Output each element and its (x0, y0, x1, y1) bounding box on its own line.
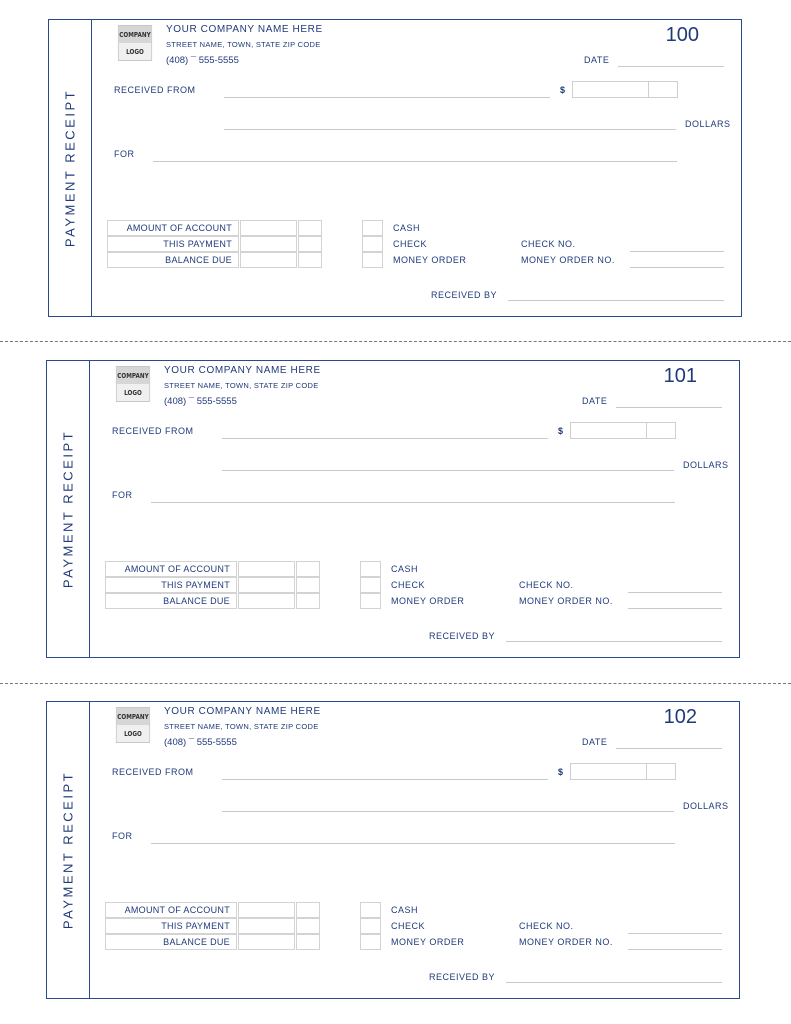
balance-due-cents[interactable] (296, 934, 320, 950)
received-from-field[interactable] (222, 438, 548, 439)
money-order-label: MONEY ORDER (391, 596, 465, 606)
dollar-sign: $ (558, 426, 564, 436)
for-field[interactable] (151, 502, 675, 503)
received-by-label: RECEIVED BY (431, 290, 498, 300)
for-field[interactable] (153, 161, 677, 162)
for-field[interactable] (151, 843, 675, 844)
this-payment-cents[interactable] (298, 236, 322, 252)
this-payment-label: THIS PAYMENT (105, 577, 237, 593)
amount-in-words-field[interactable] (222, 811, 674, 812)
receipt-side-panel (47, 702, 90, 998)
cash-checkbox[interactable] (360, 902, 381, 918)
check-checkbox[interactable] (362, 236, 383, 252)
cash-label: CASH (391, 905, 419, 915)
logo-line-2: LOGO (126, 47, 144, 56)
this-payment-dollars[interactable] (238, 577, 295, 593)
cash-label: CASH (393, 223, 421, 233)
amount-of-account-cents[interactable] (296, 902, 320, 918)
amount-dollars-box[interactable] (570, 422, 647, 439)
logo-line-2: LOGO (124, 388, 142, 397)
amount-dollars-box[interactable] (570, 763, 647, 780)
money-order-label: MONEY ORDER (391, 937, 465, 947)
amount-in-words-field[interactable] (224, 129, 676, 130)
money-order-no-field[interactable] (628, 608, 722, 609)
check-no-field[interactable] (628, 592, 722, 593)
for-label: FOR (114, 149, 135, 159)
this-payment-label: THIS PAYMENT (107, 236, 239, 252)
cash-checkbox[interactable] (360, 561, 381, 577)
check-checkbox[interactable] (360, 918, 381, 934)
date-label: DATE (582, 396, 608, 406)
payment-receipt-102 (46, 701, 740, 999)
dollar-sign: $ (560, 85, 566, 95)
balance-due-label: BALANCE DUE (105, 934, 237, 950)
receipt-title: PAYMENT RECEIPT (60, 770, 76, 930)
amount-dollars-box[interactable] (572, 81, 649, 98)
receipt-side-panel (47, 361, 90, 657)
receipt-title: PAYMENT RECEIPT (60, 429, 76, 589)
balance-due-cents[interactable] (296, 593, 320, 609)
money-order-no-label: MONEY ORDER NO. (521, 255, 615, 265)
company-phone: (408) ¯ 555-5555 (166, 55, 239, 66)
company-logo (116, 707, 150, 743)
this-payment-dollars[interactable] (240, 236, 297, 252)
received-by-field[interactable] (506, 982, 722, 983)
payment-receipt-100 (48, 19, 742, 317)
money-order-checkbox[interactable] (362, 252, 383, 268)
this-payment-dollars[interactable] (238, 918, 295, 934)
check-no-label: CHECK NO. (521, 239, 576, 249)
date-field[interactable] (616, 407, 722, 408)
company-logo (118, 25, 152, 61)
money-order-no-label: MONEY ORDER NO. (519, 937, 613, 947)
receipt-side-panel (49, 20, 92, 316)
check-label: CHECK (393, 239, 428, 249)
company-phone: (408) ¯ 555-5555 (164, 396, 237, 407)
company-street: STREET NAME, TOWN, STATE ZIP CODE (166, 40, 321, 49)
balance-due-label: BALANCE DUE (107, 252, 239, 268)
dollars-label: DOLLARS (685, 119, 731, 129)
for-label: FOR (112, 831, 133, 841)
receipt-number: 100 (665, 24, 699, 46)
check-checkbox[interactable] (360, 577, 381, 593)
balance-due-label: BALANCE DUE (105, 593, 237, 609)
date-field[interactable] (616, 748, 722, 749)
received-by-label: RECEIVED BY (429, 972, 496, 982)
money-order-no-field[interactable] (628, 949, 722, 950)
dollars-label: DOLLARS (683, 460, 729, 470)
balance-due-cents[interactable] (298, 252, 322, 268)
received-from-label: RECEIVED FROM (112, 426, 194, 436)
company-phone: (408) ¯ 555-5555 (164, 737, 237, 748)
amount-cents-box[interactable] (646, 422, 676, 439)
company-street: STREET NAME, TOWN, STATE ZIP CODE (164, 381, 319, 390)
balance-due-dollars[interactable] (238, 593, 295, 609)
date-field[interactable] (618, 66, 724, 67)
received-from-field[interactable] (224, 97, 550, 98)
receipt-title: PAYMENT RECEIPT (62, 88, 78, 248)
company-name: YOUR COMPANY NAME HERE (164, 365, 321, 376)
logo-line-1: COMPANY (119, 30, 151, 39)
cash-label: CASH (391, 564, 419, 574)
money-order-checkbox[interactable] (360, 934, 381, 950)
this-payment-cents[interactable] (296, 577, 320, 593)
cash-checkbox[interactable] (362, 220, 383, 236)
dollars-label: DOLLARS (683, 801, 729, 811)
date-label: DATE (582, 737, 608, 747)
company-name: YOUR COMPANY NAME HERE (166, 24, 323, 35)
amount-of-account-label: AMOUNT OF ACCOUNT (105, 561, 237, 577)
check-no-label: CHECK NO. (519, 921, 574, 931)
money-order-checkbox[interactable] (360, 593, 381, 609)
company-street: STREET NAME, TOWN, STATE ZIP CODE (164, 722, 319, 731)
check-no-field[interactable] (630, 251, 724, 252)
logo-line-1: COMPANY (117, 712, 149, 721)
check-label: CHECK (391, 921, 426, 931)
amount-in-words-field[interactable] (222, 470, 674, 471)
for-label: FOR (112, 490, 133, 500)
received-from-field[interactable] (222, 779, 548, 780)
amount-of-account-label: AMOUNT OF ACCOUNT (107, 220, 239, 236)
amount-of-account-label: AMOUNT OF ACCOUNT (105, 902, 237, 918)
amount-cents-box[interactable] (646, 763, 676, 780)
money-order-label: MONEY ORDER (393, 255, 467, 265)
amount-cents-box[interactable] (648, 81, 678, 98)
money-order-no-field[interactable] (630, 267, 724, 268)
received-from-label: RECEIVED FROM (114, 85, 196, 95)
payment-receipt-101 (46, 360, 740, 658)
amount-of-account-dollars[interactable] (238, 902, 295, 918)
amount-of-account-cents[interactable] (298, 220, 322, 236)
check-label: CHECK (391, 580, 426, 590)
logo-line-1: COMPANY (117, 371, 149, 380)
received-by-label: RECEIVED BY (429, 631, 496, 641)
balance-due-dollars[interactable] (238, 934, 295, 950)
company-name: YOUR COMPANY NAME HERE (164, 706, 321, 717)
received-from-label: RECEIVED FROM (112, 767, 194, 777)
check-no-label: CHECK NO. (519, 580, 574, 590)
balance-due-dollars[interactable] (240, 252, 297, 268)
cut-line (0, 341, 791, 342)
amount-of-account-cents[interactable] (296, 561, 320, 577)
cut-line (0, 683, 791, 684)
receipt-number: 101 (663, 365, 697, 387)
receipt-number: 102 (663, 706, 697, 728)
this-payment-cents[interactable] (296, 918, 320, 934)
this-payment-label: THIS PAYMENT (105, 918, 237, 934)
amount-of-account-dollars[interactable] (238, 561, 295, 577)
money-order-no-label: MONEY ORDER NO. (519, 596, 613, 606)
received-by-field[interactable] (508, 300, 724, 301)
check-no-field[interactable] (628, 933, 722, 934)
received-by-field[interactable] (506, 641, 722, 642)
logo-line-2: LOGO (124, 729, 142, 738)
date-label: DATE (584, 55, 610, 65)
dollar-sign: $ (558, 767, 564, 777)
company-logo (116, 366, 150, 402)
amount-of-account-dollars[interactable] (240, 220, 297, 236)
